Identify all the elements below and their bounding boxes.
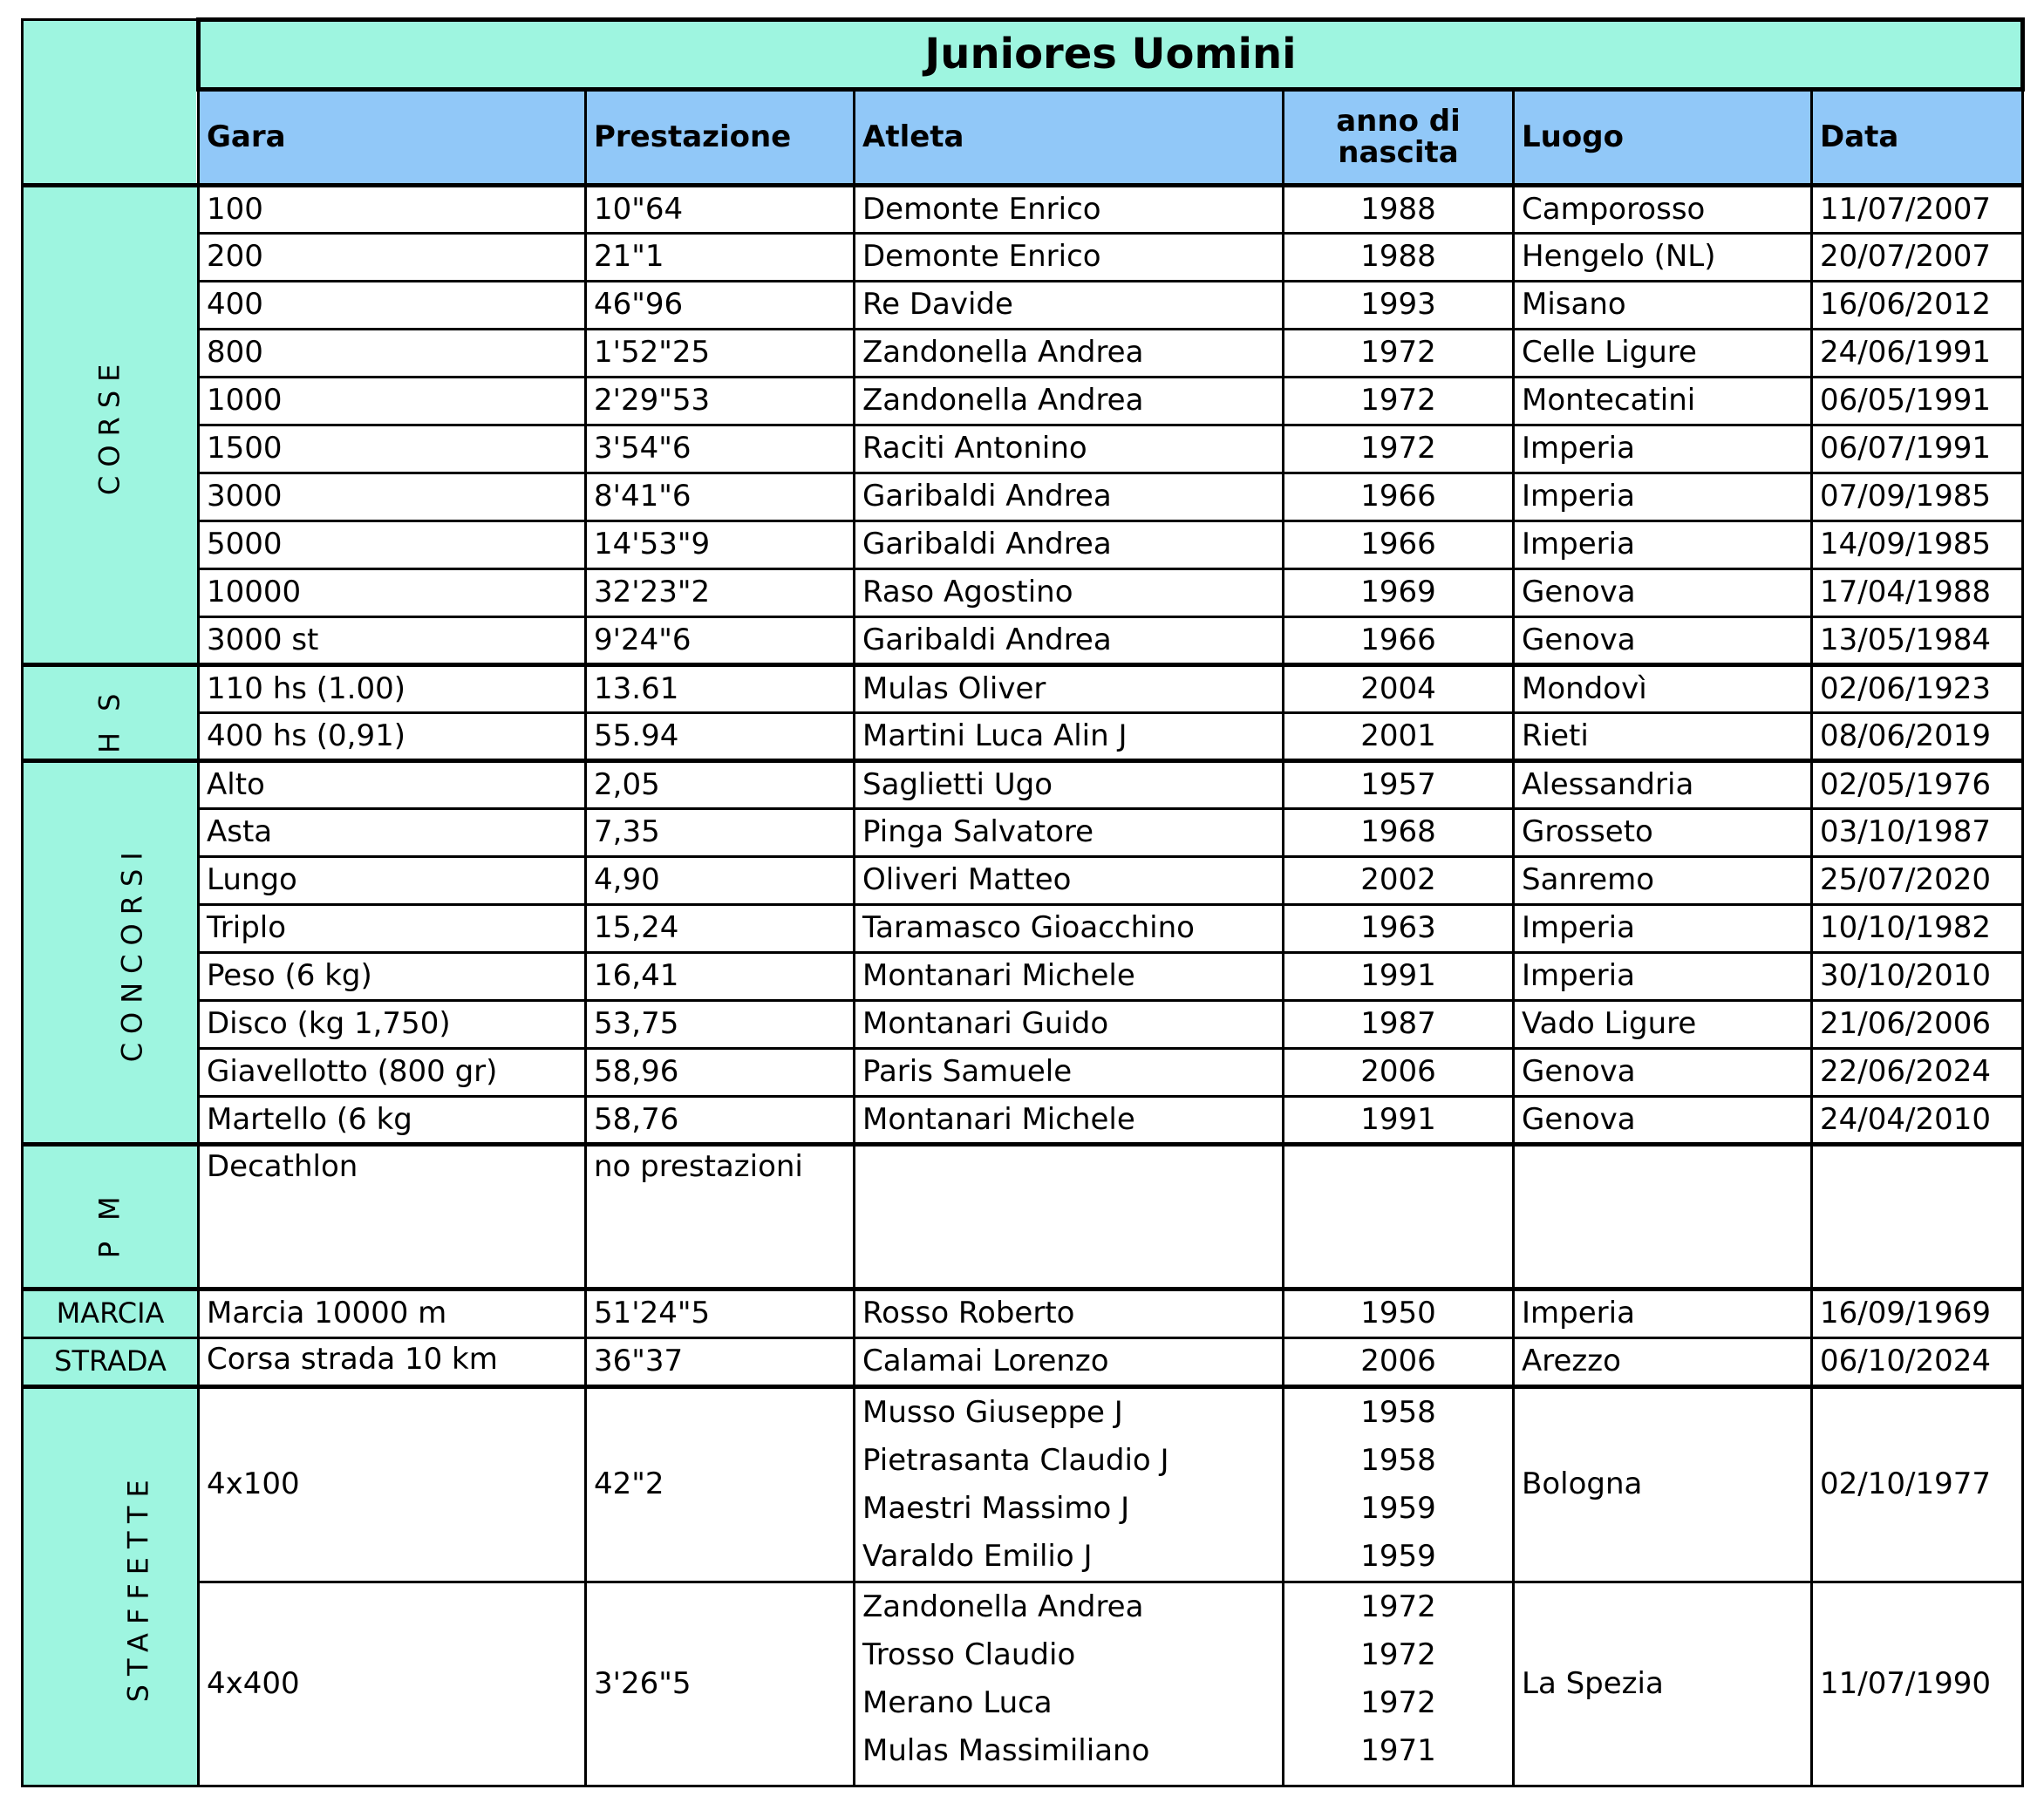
cell-gara: 4x400	[199, 1582, 586, 1786]
section-label-strada: STRADA	[23, 1338, 199, 1387]
cell-prestazione: 36"37	[586, 1338, 855, 1387]
cell-luogo-empty	[1514, 1145, 1812, 1289]
table-row	[23, 234, 2023, 282]
table-row	[23, 186, 2023, 234]
table-row	[23, 378, 2023, 425]
cell-atleta: Oliveri Matteo	[855, 857, 1284, 905]
cell-luogo: Imperia	[1514, 473, 1812, 521]
cell-prestazione: 55.94	[586, 713, 855, 761]
cell-anno: 1972	[1284, 330, 1514, 378]
cell-anno: 1991	[1284, 1097, 1514, 1145]
cell-anno: 1957	[1284, 761, 1514, 809]
cell-prestazione: 32'23"2	[586, 569, 855, 617]
cell-luogo: Genova	[1514, 617, 1812, 665]
cell-gara: Disco (kg 1,750)	[199, 1001, 586, 1049]
cell-atleta: Pinga Salvatore	[855, 809, 1284, 857]
header-anno-line1: anno di	[1336, 103, 1461, 139]
cell-gara: 3000	[199, 473, 586, 521]
cell-anno: 1972	[1284, 425, 1514, 473]
cell-atleta: Saglietti Ugo	[855, 761, 1284, 809]
cell-prestazione: 15,24	[586, 905, 855, 953]
cell-anno: 1972	[1284, 378, 1514, 425]
cell-gara: Marcia 10000 m	[199, 1289, 586, 1338]
cell-gara: 4x100	[199, 1387, 586, 1582]
cell-atleta: Montanari Guido	[855, 1001, 1284, 1049]
cell-atleta-empty	[855, 1145, 1284, 1289]
table-row	[23, 713, 2023, 761]
relay-year: 1972	[1360, 1685, 1436, 1720]
cell-prestazione: 58,96	[586, 1049, 855, 1097]
cell-luogo: La Spezia	[1514, 1582, 1812, 1786]
header-gara: Gara	[199, 90, 586, 186]
table-row	[23, 953, 2023, 1001]
cell-data: 25/07/2020	[1812, 857, 2023, 905]
cell-atleta: Garibaldi Andrea	[855, 521, 1284, 569]
cell-data: 08/06/2019	[1812, 713, 2023, 761]
cell-anno: 2006	[1284, 1338, 1514, 1387]
table-row	[23, 665, 2023, 713]
cell-prestazione: no prestazioni	[586, 1145, 855, 1289]
cell-atleta: Demonte Enrico	[855, 186, 1284, 234]
relay-athlete: Pietrasanta Claudio J	[862, 1443, 1169, 1478]
header-atleta: Atleta	[855, 90, 1284, 186]
cell-anno: 2004	[1284, 665, 1514, 713]
cell-anno: 1988	[1284, 186, 1514, 234]
cell-anno: 2002	[1284, 857, 1514, 905]
cell-atleta: Garibaldi Andrea	[855, 617, 1284, 665]
cell-anno: 1968	[1284, 809, 1514, 857]
cell-prestazione: 7,35	[586, 809, 855, 857]
cell-anno: 2001	[1284, 713, 1514, 761]
cell-luogo: Imperia	[1514, 953, 1812, 1001]
cell-luogo: Imperia	[1514, 905, 1812, 953]
cell-atleta: Taramasco Gioacchino	[855, 905, 1284, 953]
cell-atleta: Raciti Antonino	[855, 425, 1284, 473]
table-row	[23, 1097, 2023, 1145]
table-row	[23, 521, 2023, 569]
cell-anno-empty	[1284, 1145, 1514, 1289]
cell-luogo: Arezzo	[1514, 1338, 1812, 1387]
cell-anno: 1963	[1284, 905, 1514, 953]
cell-data-empty	[1812, 1145, 2023, 1289]
cell-luogo: Imperia	[1514, 521, 1812, 569]
relay-year: 1972	[1360, 1589, 1436, 1624]
relay-athlete: Zandonella Andrea	[862, 1589, 1144, 1624]
section-label-hs: HS	[23, 665, 199, 761]
relay-year: 1959	[1360, 1491, 1436, 1526]
cell-data: 02/06/1923	[1812, 665, 2023, 713]
cell-atleta: Montanari Michele	[855, 953, 1284, 1001]
cell-anno: 1966	[1284, 521, 1514, 569]
cell-gara: Asta	[199, 809, 586, 857]
cell-anno: 1987	[1284, 1001, 1514, 1049]
cell-prestazione: 21"1	[586, 234, 855, 282]
cell-gara: 100	[199, 186, 586, 234]
relay-athlete: Mulas Massimiliano	[862, 1733, 1150, 1768]
table-row	[23, 1289, 2023, 1338]
cell-luogo: Mondovì	[1514, 665, 1812, 713]
cell-luogo: Bologna	[1514, 1387, 1812, 1582]
cell-prestazione: 2,05	[586, 761, 855, 809]
cell-data: 07/09/1985	[1812, 473, 2023, 521]
header-anno-line2: nascita	[1338, 134, 1459, 170]
cell-luogo: Imperia	[1514, 1289, 1812, 1338]
header-prestazione: Prestazione	[586, 90, 855, 186]
table-row	[23, 761, 2023, 809]
cell-gara: Triplo	[199, 905, 586, 953]
relay-athlete: Maestri Massimo J	[862, 1491, 1130, 1526]
cell-gara: Alto	[199, 761, 586, 809]
cell-data: 02/05/1976	[1812, 761, 2023, 809]
cell-luogo: Sanremo	[1514, 857, 1812, 905]
cell-anno: 1988	[1284, 234, 1514, 282]
cell-atleta: Re Davide	[855, 282, 1284, 330]
cell-prestazione: 8'41"6	[586, 473, 855, 521]
cell-atleta: Garibaldi Andrea	[855, 473, 1284, 521]
relay-athlete: Musso Giuseppe J	[862, 1395, 1123, 1430]
cell-data: 03/10/1987	[1812, 809, 2023, 857]
cell-data: 30/10/2010	[1812, 953, 2023, 1001]
cell-luogo: Grosseto	[1514, 809, 1812, 857]
table-row	[23, 330, 2023, 378]
cell-luogo: Imperia	[1514, 425, 1812, 473]
cell-atleta: Rosso Roberto	[855, 1289, 1284, 1338]
table-row	[23, 857, 2023, 905]
header-luogo: Luogo	[1514, 90, 1812, 186]
cell-anno: 1950	[1284, 1289, 1514, 1338]
cell-gara: 1000	[199, 378, 586, 425]
cell-gara: 3000 st	[199, 617, 586, 665]
cell-prestazione: 42"2	[586, 1387, 855, 1582]
cell-luogo: Vado Ligure	[1514, 1001, 1812, 1049]
cell-data: 17/04/1988	[1812, 569, 2023, 617]
table-row	[23, 473, 2023, 521]
cell-prestazione: 3'26"5	[586, 1582, 855, 1786]
section-label-pm: PM	[23, 1145, 199, 1289]
table-row	[23, 1001, 2023, 1049]
cell-prestazione: 51'24"5	[586, 1289, 855, 1338]
section-strada	[23, 1338, 2023, 1387]
relay-year: 1972	[1360, 1637, 1436, 1672]
cell-luogo: Genova	[1514, 1097, 1812, 1145]
section-marcia	[23, 1289, 2023, 1338]
cell-luogo: Genova	[1514, 1049, 1812, 1097]
cell-data: 10/10/1982	[1812, 905, 2023, 953]
section-label-staffette: STAFFETTE	[23, 1387, 199, 1786]
cell-gara: 110 hs (1.00)	[199, 665, 586, 713]
cell-gara: 1500	[199, 425, 586, 473]
table-row	[23, 809, 2023, 857]
cell-prestazione: 4,90	[586, 857, 855, 905]
cell-anno: 1993	[1284, 282, 1514, 330]
cell-atleta: Martini Luca Alin J	[855, 713, 1284, 761]
section-concorsi	[23, 761, 2023, 1145]
cell-atleta: Calamai Lorenzo	[855, 1338, 1284, 1387]
cell-data: 14/09/1985	[1812, 521, 2023, 569]
cell-gara: Lungo	[199, 857, 586, 905]
cell-luogo: Montecatini	[1514, 378, 1812, 425]
cell-gara: 400	[199, 282, 586, 330]
cell-luogo: Misano	[1514, 282, 1812, 330]
cell-data: 16/06/2012	[1812, 282, 2023, 330]
cell-luogo: Celle Ligure	[1514, 330, 1812, 378]
cell-prestazione: 13.61	[586, 665, 855, 713]
cell-data: 20/07/2007	[1812, 234, 2023, 282]
cell-data: 24/04/2010	[1812, 1097, 2023, 1145]
corner-cell	[23, 20, 199, 186]
cell-prestazione: 1'52"25	[586, 330, 855, 378]
table-title: Juniores Uomini	[199, 20, 2023, 90]
relay-year: 1959	[1360, 1539, 1436, 1574]
cell-data: 21/06/2006	[1812, 1001, 2023, 1049]
cell-atleta: Raso Agostino	[855, 569, 1284, 617]
table-row	[23, 1582, 2023, 1786]
cell-gara: Peso (6 kg)	[199, 953, 586, 1001]
relay-athlete: Merano Luca	[862, 1685, 1053, 1720]
cell-gara: 5000	[199, 521, 586, 569]
cell-prestazione: 16,41	[586, 953, 855, 1001]
table-row	[23, 905, 2023, 953]
cell-anno: 1969	[1284, 569, 1514, 617]
cell-atleta: Montanari Michele	[855, 1097, 1284, 1145]
relay-year: 1958	[1360, 1443, 1436, 1478]
cell-anni	[1284, 1582, 1514, 1786]
section-label-marcia: MARCIA	[23, 1289, 199, 1338]
cell-atleta: Zandonella Andrea	[855, 378, 1284, 425]
cell-gara: Decathlon	[199, 1145, 586, 1289]
table-row	[23, 1049, 2023, 1097]
header-anno-nascita	[1284, 90, 1514, 186]
cell-prestazione: 10"64	[586, 186, 855, 234]
records-table	[21, 17, 2025, 1787]
relay-athlete: Varaldo Emilio J	[862, 1539, 1093, 1574]
cell-prestazione: 14'53"9	[586, 521, 855, 569]
cell-data: 13/05/1984	[1812, 617, 2023, 665]
cell-anno: 2006	[1284, 1049, 1514, 1097]
cell-anni	[1284, 1387, 1514, 1582]
cell-atleta: Zandonella Andrea	[855, 330, 1284, 378]
cell-atleti	[855, 1387, 1284, 1582]
cell-luogo: Genova	[1514, 569, 1812, 617]
cell-data: 24/06/1991	[1812, 330, 2023, 378]
cell-prestazione: 3'54"6	[586, 425, 855, 473]
relay-year: 1958	[1360, 1395, 1436, 1430]
cell-luogo: Camporosso	[1514, 186, 1812, 234]
cell-atleta: Paris Samuele	[855, 1049, 1284, 1097]
cell-luogo: Hengelo (NL)	[1514, 234, 1812, 282]
table-row	[23, 1145, 2023, 1289]
table-row	[23, 617, 2023, 665]
cell-atleti	[855, 1582, 1284, 1786]
table-row	[23, 1338, 2023, 1387]
cell-prestazione: 2'29"53	[586, 378, 855, 425]
cell-luogo: Rieti	[1514, 713, 1812, 761]
cell-prestazione: 53,75	[586, 1001, 855, 1049]
cell-prestazione: 58,76	[586, 1097, 855, 1145]
table-row	[23, 1387, 2023, 1582]
cell-data: 02/10/1977	[1812, 1387, 2023, 1582]
cell-gara: 400 hs (0,91)	[199, 713, 586, 761]
cell-data: 06/07/1991	[1812, 425, 2023, 473]
section-pm	[23, 1145, 2023, 1289]
relay-year: 1971	[1360, 1733, 1436, 1768]
section-label-corse: CORSE	[23, 186, 199, 665]
cell-luogo: Alessandria	[1514, 761, 1812, 809]
cell-anno: 1966	[1284, 617, 1514, 665]
cell-gara: 200	[199, 234, 586, 282]
cell-prestazione: 46"96	[586, 282, 855, 330]
cell-data: 11/07/1990	[1812, 1582, 2023, 1786]
table-row	[23, 282, 2023, 330]
cell-prestazione: 9'24"6	[586, 617, 855, 665]
cell-gara: 10000	[199, 569, 586, 617]
cell-gara: 800	[199, 330, 586, 378]
table-row	[23, 569, 2023, 617]
table-row	[23, 425, 2023, 473]
section-label-concorsi: CONCORSI	[23, 761, 199, 1145]
cell-gara: Corsa strada 10 km	[199, 1338, 586, 1387]
cell-anno: 1991	[1284, 953, 1514, 1001]
cell-gara: Martello (6 kg	[199, 1097, 586, 1145]
cell-gara: Giavellotto (800 gr)	[199, 1049, 586, 1097]
header-data: Data	[1812, 90, 2023, 186]
cell-data: 22/06/2024	[1812, 1049, 2023, 1097]
section-staffette	[23, 1387, 2023, 1786]
relay-athlete: Trosso Claudio	[862, 1637, 1076, 1672]
cell-anno: 1966	[1284, 473, 1514, 521]
section-corse	[23, 186, 2023, 665]
section-hs	[23, 665, 2023, 761]
cell-atleta: Demonte Enrico	[855, 234, 1284, 282]
cell-data: 11/07/2007	[1812, 186, 2023, 234]
cell-data: 06/10/2024	[1812, 1338, 2023, 1387]
cell-data: 16/09/1969	[1812, 1289, 2023, 1338]
cell-data: 06/05/1991	[1812, 378, 2023, 425]
cell-atleta: Mulas Oliver	[855, 665, 1284, 713]
